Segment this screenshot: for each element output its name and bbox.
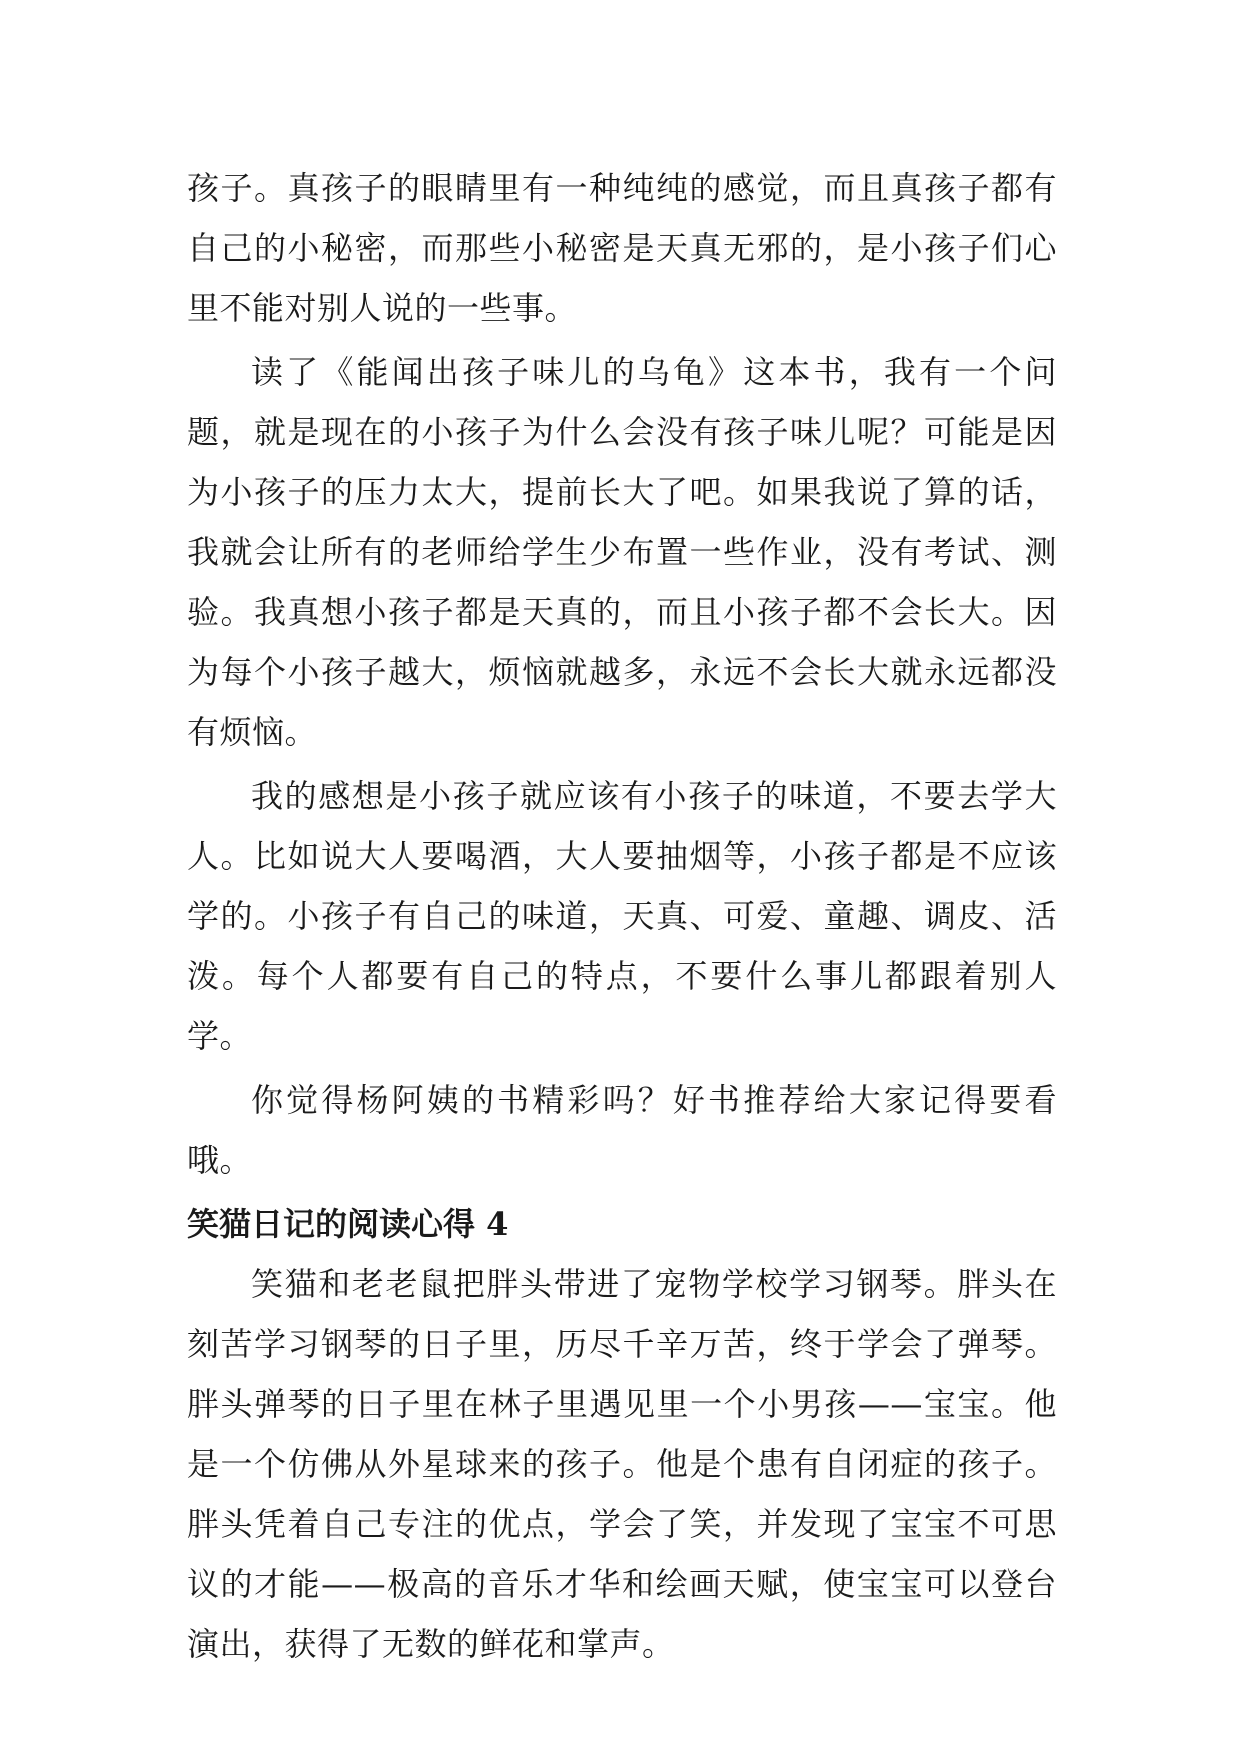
paragraph-4: 你觉得杨阿姨的书精彩吗？好书推荐给大家记得要看哦。 [187,1081,1057,1179]
section-heading: 笑猫日记的阅读心得 4 [187,1205,509,1243]
document-body [187,158,1057,1678]
paragraph-3: 我的感想是小孩子就应该有小孩子的味道，不要去学大人。比如说大人要喝酒，大人要抽烟等，小孩子都是不应该学的。小孩子有自己的味道，天真、可爱、童趣、调皮、活泼。每个人都要有自己的特点，不要什么事儿都跟着别人学。 [187,777,1057,1055]
paragraph-5: 笑猫和老老鼠把胖头带进了宠物学校学习钢琴。胖头在刻苦学习钢琴的日子里，历尽千辛万苦，终于学会了弹琴。胖头弹琴的日子里在林子里遇见里一个小男孩——宝宝。他是一个仿佛从外星球来的孩子。他是个患有自闭症的孩子。胖头凭着自己专注的优点，学会了笑，并发现了宝宝不可思议的才能——极高的音乐才华和绘画天赋，使宝宝可以登台演出，获得了无数的鲜花和掌声。 [187,1265,1057,1663]
paragraph-1: 孩子。真孩子的眼睛里有一种纯纯的感觉，而且真孩子都有自己的小秘密，而那些小秘密是天真无邪的，是小孩子们心里不能对别人说的一些事。 [187,169,1057,327]
paragraph-2: 读了《能闻出孩子味儿的乌龟》这本书，我有一个问题，就是现在的小孩子为什么会没有孩子味儿呢？可能是因为小孩子的压力太大，提前长大了吧。如果我说了算的话，我就会让所有的老师给学生少布置一些作业，没有考试、测验。我真想小孩子都是天真的，而且小孩子都不会长大。因为每个小孩子越大，烦恼就越多，永远不会长大就永远都没有烦恼。 [187,353,1057,751]
